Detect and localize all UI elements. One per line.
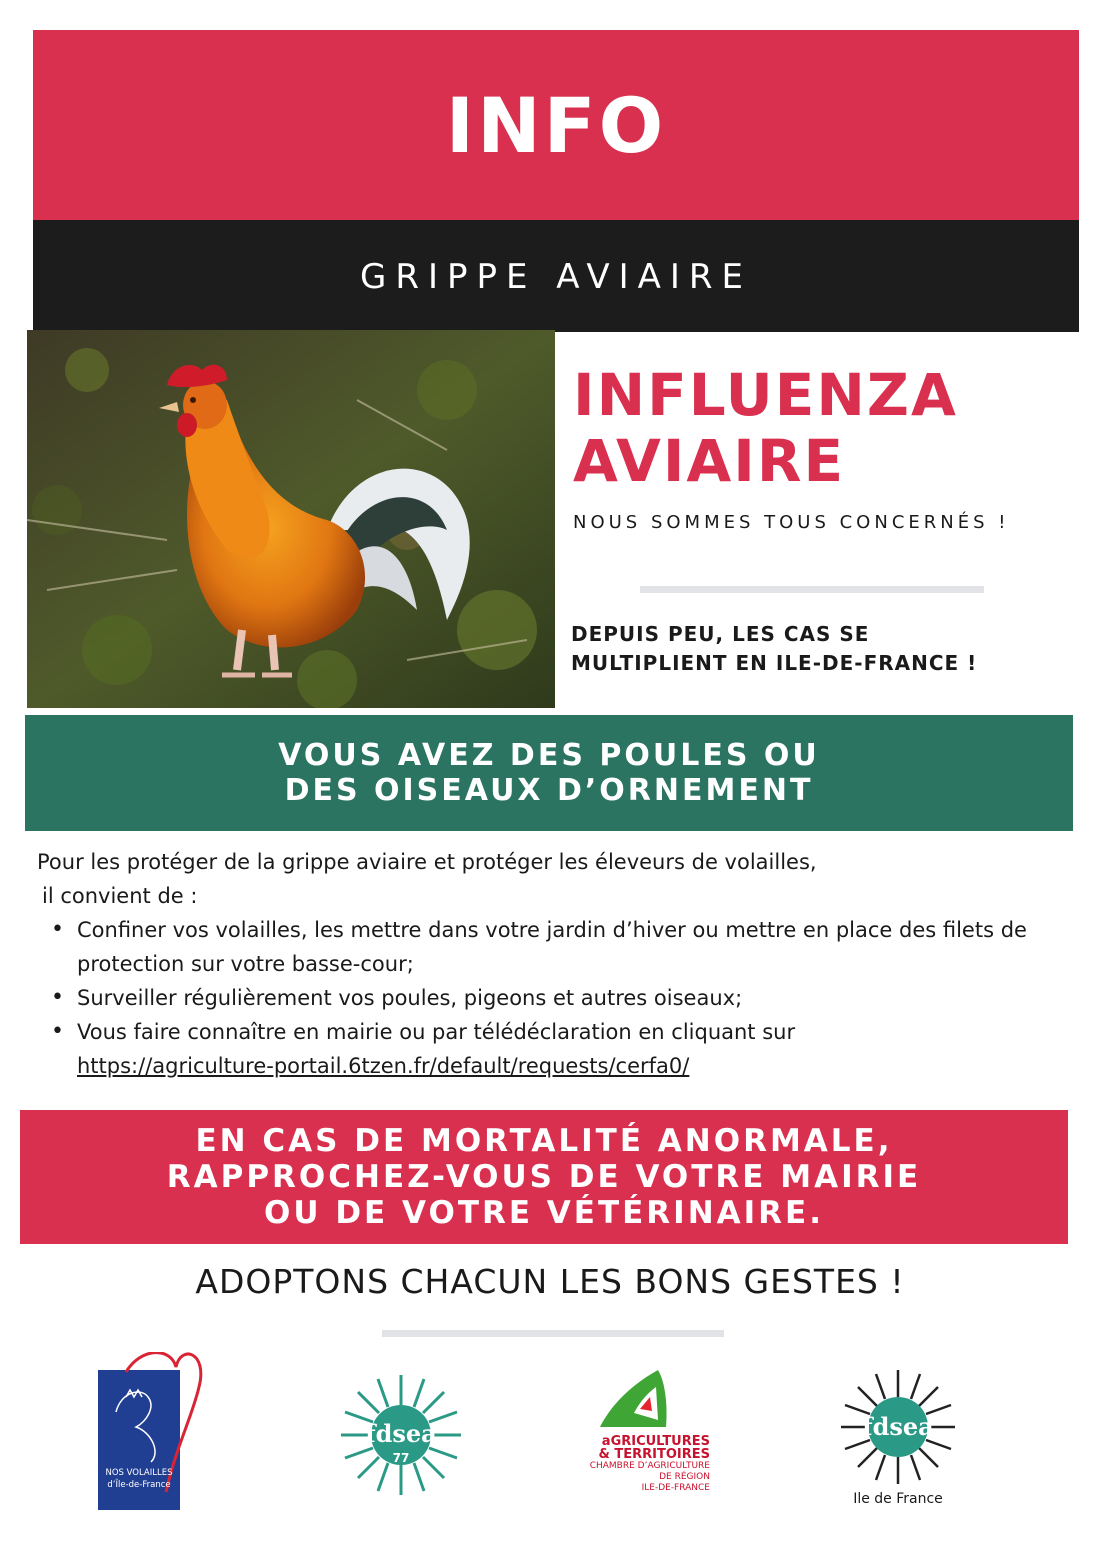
bullet-icon: •	[51, 917, 64, 942]
depuis-text	[571, 620, 1081, 678]
intro-line-1: Pour les protéger de la grippe aviaire et protéger les éleveurs de volailles,	[37, 850, 817, 874]
grippe-banner	[33, 220, 1079, 332]
instruction-list	[37, 913, 1077, 1083]
concerned-subline: NOUS SOMMES TOUS CONCERNÉS !	[573, 512, 1010, 533]
agricultures-territoires-logo	[586, 1365, 716, 1515]
fdsea-idf-caption: Ile de France	[853, 1491, 943, 1507]
list-item-text: Vous faire connaître en mairie ou par télédéclaration en cliquant sur	[77, 1020, 796, 1044]
rooster-photo	[27, 330, 555, 708]
fdsea-idf-sunburst-icon	[838, 1367, 958, 1487]
divider	[640, 586, 984, 593]
agri-line-5: ILE-DE-FRANCE	[641, 1483, 710, 1493]
bullet-icon: •	[51, 985, 64, 1010]
agri-line-3: CHAMBRE D’AGRICULTURE	[589, 1461, 710, 1471]
poultry-owner-banner	[25, 715, 1073, 831]
fdsea-idf-wordmark: fdsea	[862, 1412, 934, 1441]
instructions-block	[37, 845, 1077, 1083]
list-item	[51, 981, 1077, 1015]
mortality-banner	[20, 1110, 1068, 1244]
list-item-text: Surveiller régulièrement vos poules, pigeons et autres oiseaux;	[77, 986, 743, 1010]
fdsea-idf-logo	[838, 1367, 958, 1517]
headline-line-1: INFLUENZA	[573, 361, 958, 429]
agricultures-caption	[586, 1435, 710, 1494]
agri-line-1: aGRICULTURES	[601, 1434, 710, 1449]
adoptons-slogan: ADOPTONS CHACUN LES BONS GESTES !	[195, 1262, 905, 1301]
red-banner-line-3: OU DE VOTRE VÉTÉRINAIRE.	[264, 1195, 824, 1231]
red-banner-line-1: EN CAS DE MORTALITÉ ANORMALE,	[195, 1123, 893, 1159]
volailles-line-1: NOS VOLAILLES	[105, 1468, 173, 1478]
fdsea-77-logo	[336, 1370, 466, 1500]
green-banner-line-1: VOUS AVEZ DES POULES OU	[278, 738, 820, 773]
red-banner-line-2: RAPPROCHEZ-VOUS DE VOTRE MAIRIE	[166, 1159, 922, 1195]
agri-line-4: DE RÉGION	[659, 1472, 710, 1482]
intro-line-2: il convient de :	[42, 884, 198, 908]
grippe-title: GRIPPE AVIAIRE	[359, 257, 753, 297]
depuis-line-2: MULTIPLIENT EN ILE-DE-FRANCE !	[571, 651, 978, 675]
fdsea77-wordmark: fdsea	[365, 1419, 437, 1448]
list-item	[51, 913, 1077, 981]
bullet-icon: •	[51, 1019, 64, 1044]
info-title: INFO	[445, 80, 667, 170]
fdsea-77-sunburst-icon	[336, 1370, 466, 1500]
agricultures-leaf-icon	[586, 1365, 716, 1435]
volailles-line-2: d’Île-de-France	[107, 1480, 171, 1490]
list-item	[51, 1015, 1077, 1083]
agri-line-2: & TERRITOIRES	[598, 1447, 710, 1462]
green-banner-line-2: DES OISEAUX D’ORNEMENT	[284, 773, 814, 808]
teledeclaration-link[interactable]: https://agriculture-portail.6tzen.fr/default/requests/cerfa0/	[77, 1054, 690, 1078]
divider	[382, 1330, 724, 1337]
nos-volailles-logo	[96, 1352, 206, 1512]
rooster-illustration	[27, 330, 555, 708]
list-item-text: Confiner vos volailles, les mettre dans votre jardin d’hiver ou mettre en place des filets de protection sur votre basse-cour;	[77, 918, 1027, 976]
headline-line-2: AVIAIRE	[573, 427, 846, 495]
influenza-headline	[573, 362, 1073, 494]
info-banner	[33, 30, 1079, 220]
fdsea77-number: 77	[392, 1451, 410, 1465]
depuis-line-1: DEPUIS PEU, LES CAS SE	[571, 622, 870, 646]
volailles-caption	[98, 1467, 180, 1491]
